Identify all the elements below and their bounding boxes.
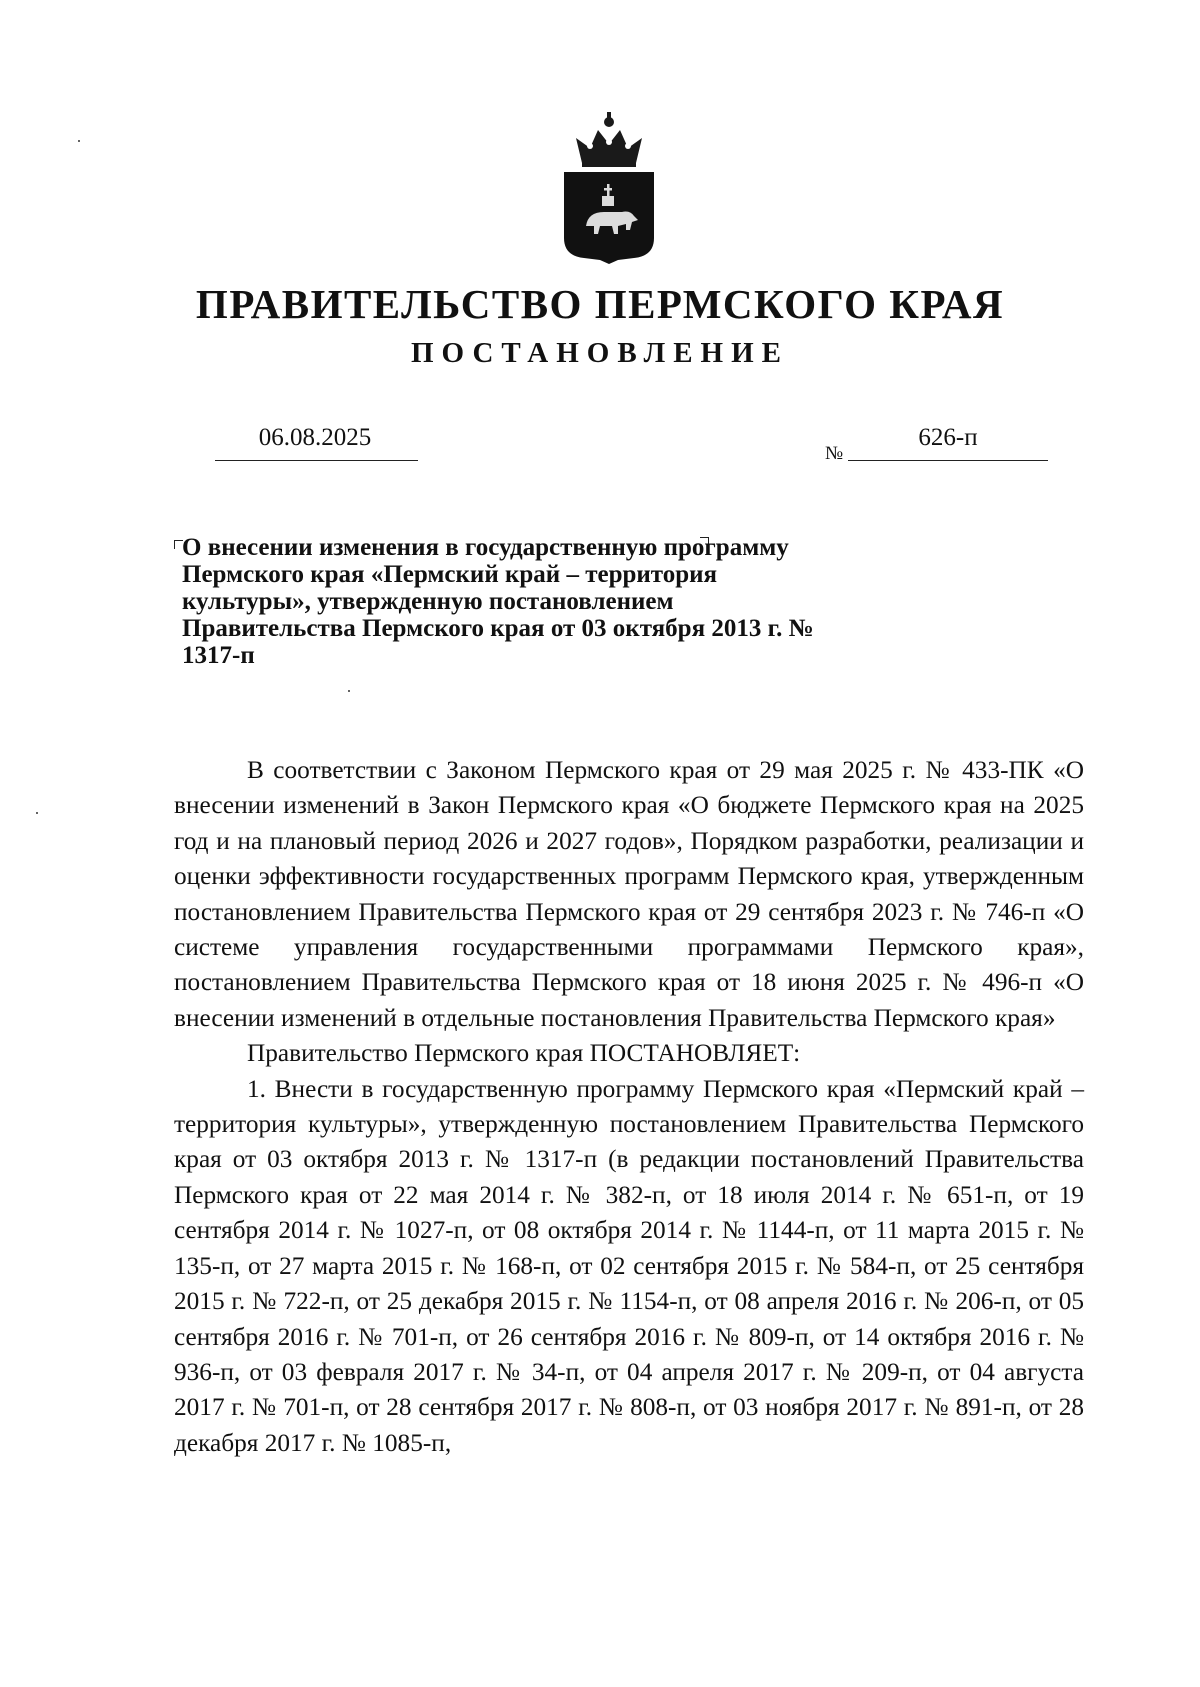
body-paragraph: Правительство Пермского края ПОСТАНОВЛЯЕТ:	[247, 1039, 801, 1068]
date-underline	[215, 460, 418, 461]
body-paragraph: В соответствии с Законом Пермского края от 29 мая 2025 г. № 433-ПК «О внесении изменений в Закон Пермского края «О бюджете Пермского края на 2025 год и на плановый период 2026 и 2027 годов», Порядком разработки, реализации и оценки эффективности государственных программ Пермского края, утвержденным постановлением Правительства Пермского края от 29 сентября 2023 г. № 746-п «О системе управления государственными программами Пермского края», постановлением Правительства Пермского края от 18 июня 2025 г. № 496-п «О внесении изменений в отдельные постановления Правительства Пермского края»	[174, 756, 1084, 1032]
document-number: 626-п	[918, 424, 978, 451]
scan-speck	[348, 690, 350, 692]
number-sign: №	[825, 443, 844, 464]
coat-of-arms-icon	[560, 108, 658, 264]
document-date: 06.08.2025	[258, 424, 372, 451]
document-subject: О внесении изменения в государственную программу Пермского края «Пермский край – территория культуры», утвержденную постановлением Правительства Пермского края от 03 октября 2013 г. № 1317-п	[182, 534, 814, 669]
document-type-title: ПОСТАНОВЛЕНИЕ	[410, 337, 789, 369]
body-paragraph: 1. Внести в государственную программу Пермского края «Пермский край – территория культуры», утвержденную постановлением Правительства Пермского края от 03 октября 2013 г. № 1317-п (в редакции постановлений Правительства Пермского края от 22 мая 2014 г. № 382-п, от 18 июля 2014 г. № 651-п, от 19 сентября 2014 г. № 1027-п, от 08 октября 2014 г. № 1144-п, от 11 марта 2015 г. № 135-п, от 27 марта 2015 г. № 168-п, от 02 сентября 2015 г. № 584-п, от 25 сентября 2015 г. № 722-п, от 25 декабря 2015 г. № 1154-п, от 08 апреля 2016 г. № 206-п, от 05 сентября 2016 г. № 701-п, от 26 сентября 2016 г. № 809-п, от 14 октября 2016 г. № 936-п, от 03 февраля 2017 г. № 34-п, от 04 апреля 2017 г. № 209-п, от 04 августа 2017 г. № 701-п, от 28 сентября 2017 г. № 808-п, от 03 ноября 2017 г. № 891-п, от 28 декабря 2017 г. № 1085-п,	[174, 1074, 1084, 1457]
number-underline	[848, 460, 1048, 461]
document-body	[174, 753, 1084, 1461]
scan-speck	[78, 140, 80, 142]
scan-speck	[36, 812, 38, 814]
organization-title: ПРАВИТЕЛЬСТВО ПЕРМСКОГО КРАЯ	[195, 281, 1005, 327]
